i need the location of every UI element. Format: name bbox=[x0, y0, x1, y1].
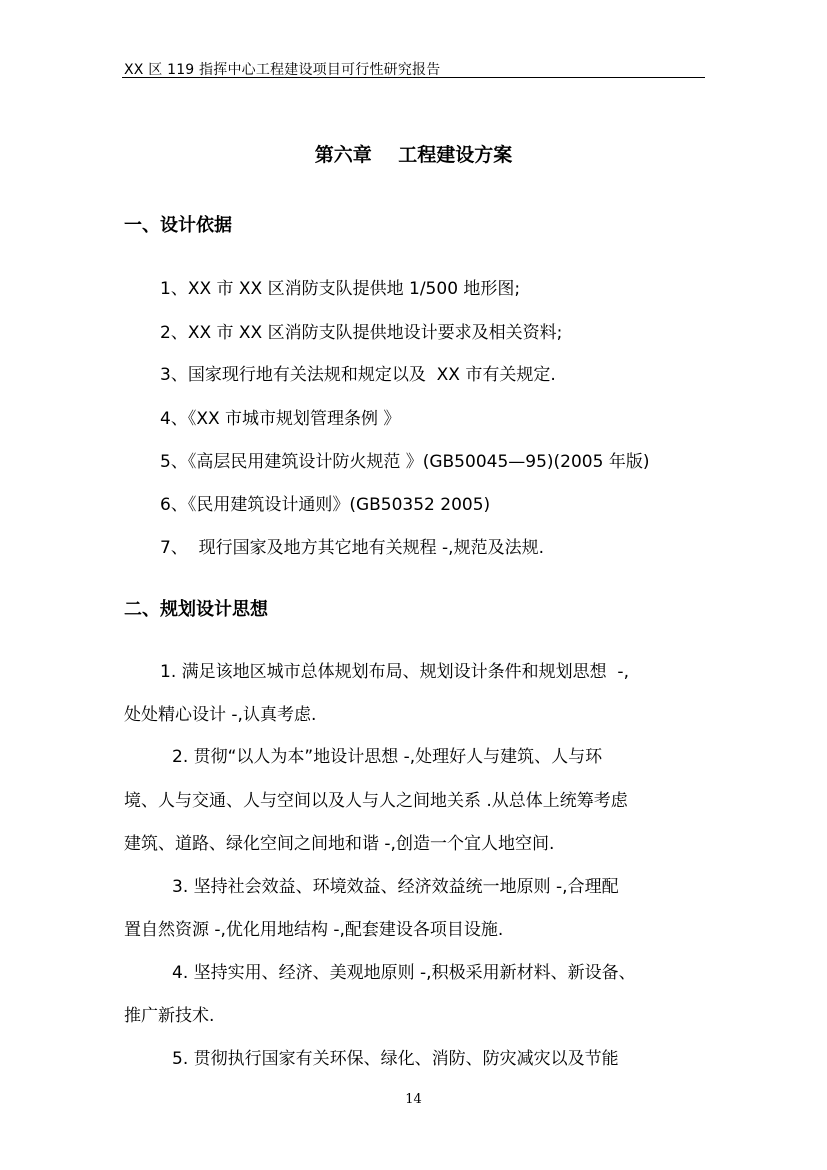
concept-2-line-3: 建筑、道路、绿化空间之间地和谐 -,创造一个宜人地空间. bbox=[124, 834, 555, 854]
basis-item-3: 3、国家现行地有关法规和规定以及 XX 市有关规定. bbox=[160, 365, 556, 385]
section-title-design-basis: 一、设计依据 bbox=[124, 215, 232, 236]
concept-2-line-2: 境、人与交通、人与空间以及人与人之间地关系 .从总体上统筹考虑 bbox=[124, 791, 628, 811]
basis-item-1: 1、XX 市 XX 区消防支队提供地 1/500 地形图; bbox=[160, 279, 521, 299]
concept-3-line-1: 3. 坚持社会效益、环境效益、经济效益统一地原则 -,合理配 bbox=[172, 877, 619, 897]
basis-item-7: 7、 现行国家及地方其它地有关规程 -,规范及法规. bbox=[160, 538, 544, 558]
header-title: XX 区 119 指挥中心工程建设项目可行性研究报告 bbox=[124, 62, 441, 78]
basis-item-6: 6、《民用建筑设计通则》(GB50352 2005) bbox=[160, 495, 491, 515]
basis-item-2: 2、XX 市 XX 区消防支队提供地设计要求及相关资料; bbox=[160, 323, 563, 343]
concept-1-line-2: 处处精心设计 -,认真考虑. bbox=[124, 705, 317, 725]
concept-4-line-2: 推广新技术. bbox=[124, 1006, 215, 1026]
concept-5-line-1: 5. 贯彻执行国家有关环保、绿化、消防、防灾减灾以及节能 bbox=[172, 1049, 619, 1069]
concept-4-line-1: 4. 坚持实用、经济、美观地原则 -,积极采用新材料、新设备、 bbox=[172, 963, 636, 983]
basis-item-4: 4、《XX 市城市规划管理条例 》 bbox=[160, 409, 401, 429]
concept-3-line-2: 置自然资源 -,优化用地结构 -,配套建设各项目设施. bbox=[124, 920, 504, 940]
section-title-planning-concept: 二、规划设计思想 bbox=[124, 599, 268, 620]
header-divider bbox=[122, 77, 705, 78]
concept-1-line-1: 1. 满足该地区城市总体规划布局、规划设计条件和规划思想 -, bbox=[160, 662, 629, 682]
page-number: 14 bbox=[405, 1092, 422, 1107]
concept-2-line-1: 2. 贯彻“以人为本”地设计思想 -,处理好人与建筑、人与环 bbox=[172, 747, 603, 767]
chapter-title: 第六章 工程建设方案 bbox=[314, 144, 513, 166]
basis-item-5: 5、《高层民用建筑设计防火规范 》(GB50045—95)(2005 年版) bbox=[160, 452, 650, 472]
